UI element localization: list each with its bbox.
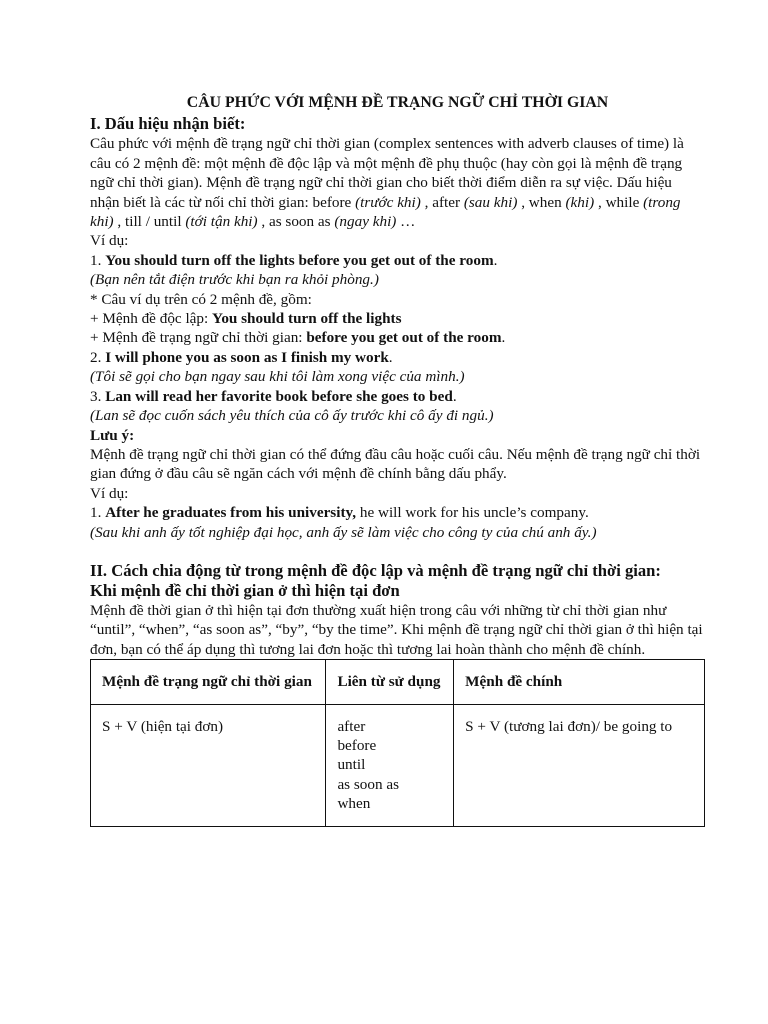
conj-separator: , after [420, 193, 464, 211]
section2-subheading: Khi mệnh đề chỉ thời gian ở thì hiện tại đơn [90, 580, 400, 600]
adverb-end: . [501, 329, 506, 347]
conj-translation: (ngay khi) [334, 213, 397, 231]
example-number: 1. [90, 504, 106, 522]
conjunction-item: as soon as [337, 775, 400, 793]
example-2-translation: (Tôi sẽ gọi cho bạn ngay sau khi tôi làm xong việc của mình.) [90, 368, 465, 386]
independent-clause-line [90, 309, 705, 328]
conj-separator: , as soon as [257, 213, 335, 231]
example-1-translation: (Bạn nên tắt điện trước khi bạn ra khỏi phòng.) [90, 271, 379, 289]
example-label-2: Ví dụ: [90, 484, 129, 502]
conj-translation: (tới tận khi) [185, 213, 258, 231]
table-header-row [91, 660, 705, 704]
example-4 [90, 503, 705, 522]
independent-clause: You should turn off the lights [212, 310, 402, 328]
conj-translation: (trong khi) [90, 193, 681, 231]
example-end: . [452, 387, 457, 405]
conjunction-item: before [337, 736, 377, 754]
conj-separator: , till / until [113, 213, 186, 231]
example-end: . [493, 251, 498, 269]
example-sentence: I will phone you as soon as I finish my work [105, 348, 389, 366]
intro-text: Câu phức với mệnh đề trạng ngữ chỉ thời gian (complex sentences with adverb clauses of time) là câu có 2 mệnh đề: một mệnh đề độc lập và một mệnh đề phụ thuộc (hay còn gọi là mệnh đề trạng ngữ chỉ thời gian). Mệnh đề trạng ngữ chỉ thời gian cho biết thời điểm diễn ra sự việc. Dấu hiệu nhận biết là các từ nối chỉ thời gian: before [90, 135, 684, 211]
note-clauses: * Câu ví dụ trên có 2 mệnh đề, gồm: [90, 290, 312, 308]
table-cell-main: S + V (tương lai đơn)/ be going to [454, 704, 705, 826]
table-cell-conjunctions [326, 704, 454, 826]
example-number: 2. [90, 348, 106, 366]
example-2 [90, 348, 705, 367]
example-bold-clause: After he graduates from his university, [105, 504, 357, 522]
example-rest: he will work for his uncle’s company. [356, 504, 589, 522]
conj-separator: … [396, 213, 416, 231]
example-4-translation: (Sau khi anh ấy tốt nghiệp đại học, anh ấy sẽ làm việc cho công ty của chú anh ấy.) [90, 523, 597, 541]
example-3 [90, 387, 705, 406]
table-header-cell: Mệnh đề chính [454, 660, 705, 704]
conjunction-item: until [337, 756, 366, 774]
document-body [90, 93, 705, 827]
section1-heading: I. Dấu hiệu nhận biết: [90, 114, 246, 134]
conj-translation: (sau khi) [463, 193, 518, 211]
conj-separator: , when [517, 193, 566, 211]
note-heading: Lưu ý: [90, 426, 135, 444]
section1-intro [90, 134, 705, 231]
example-sentence: You should turn off the lights before you get out of the room [105, 251, 494, 269]
tense-table [90, 659, 705, 826]
adverb-clause-line [90, 328, 705, 347]
section2-heading: II. Cách chia động từ trong mệnh đề độc lập và mệnh đề trạng ngữ chỉ thời gian: [90, 560, 661, 580]
example-sentence: Lan will read her favorite book before she goes to bed [105, 387, 453, 405]
adverb-label: + Mệnh đề trạng ngữ chỉ thời gian: [90, 329, 307, 347]
table-row [91, 704, 705, 826]
conjunction-item: after [337, 717, 366, 735]
example-number: 3. [90, 387, 106, 405]
example-number: 1. [90, 251, 106, 269]
example-label: Ví dụ: [90, 232, 129, 250]
conj-translation: (trước khi) [355, 193, 421, 211]
example-1 [90, 251, 705, 270]
example-3-translation: (Lan sẽ đọc cuốn sách yêu thích của cô ấy trước khi cô ấy đi ngủ.) [90, 407, 494, 425]
independent-label: + Mệnh đề độc lập: [90, 310, 213, 328]
table-header-cell: Liên từ sử dụng [326, 660, 454, 704]
adverb-clause: before you get out of the room [306, 329, 502, 347]
conjunction-item: when [337, 795, 371, 813]
note-text: Mệnh đề trạng ngữ chỉ thời gian có thể đứng đầu câu hoặc cuối câu. Nếu mệnh đề trạng ngữ chỉ thời gian đứng ở đầu câu sẽ ngăn cách với mệnh đề chính bằng dấu phẩy. [90, 445, 701, 483]
document-title: CÂU PHỨC VỚI MỆNH ĐỀ TRẠNG NGỮ CHỈ THỜI GIAN [186, 94, 609, 111]
section2-text: Mệnh đề thời gian ở thì hiện tại đơn thường xuất hiện trong câu với những từ chỉ thời gian như “until”, “when”, “as soon as”, “by”, “by the time”. Khi mệnh đề trạng ngữ chỉ thời gian ở thì hiện tại đơn, bạn có thể áp dụng thì tương lai đơn hoặc thì tương lai hoàn thành cho mệnh đề chính. [90, 601, 703, 658]
conj-translation: (khi) [565, 193, 595, 211]
table-header-cell: Mệnh đề trạng ngữ chỉ thời gian [91, 660, 326, 704]
spacer [90, 542, 705, 561]
example-end: . [388, 348, 393, 366]
conj-separator: , while [594, 193, 644, 211]
table-cell-clause: S + V (hiện tại đơn) [91, 704, 326, 826]
